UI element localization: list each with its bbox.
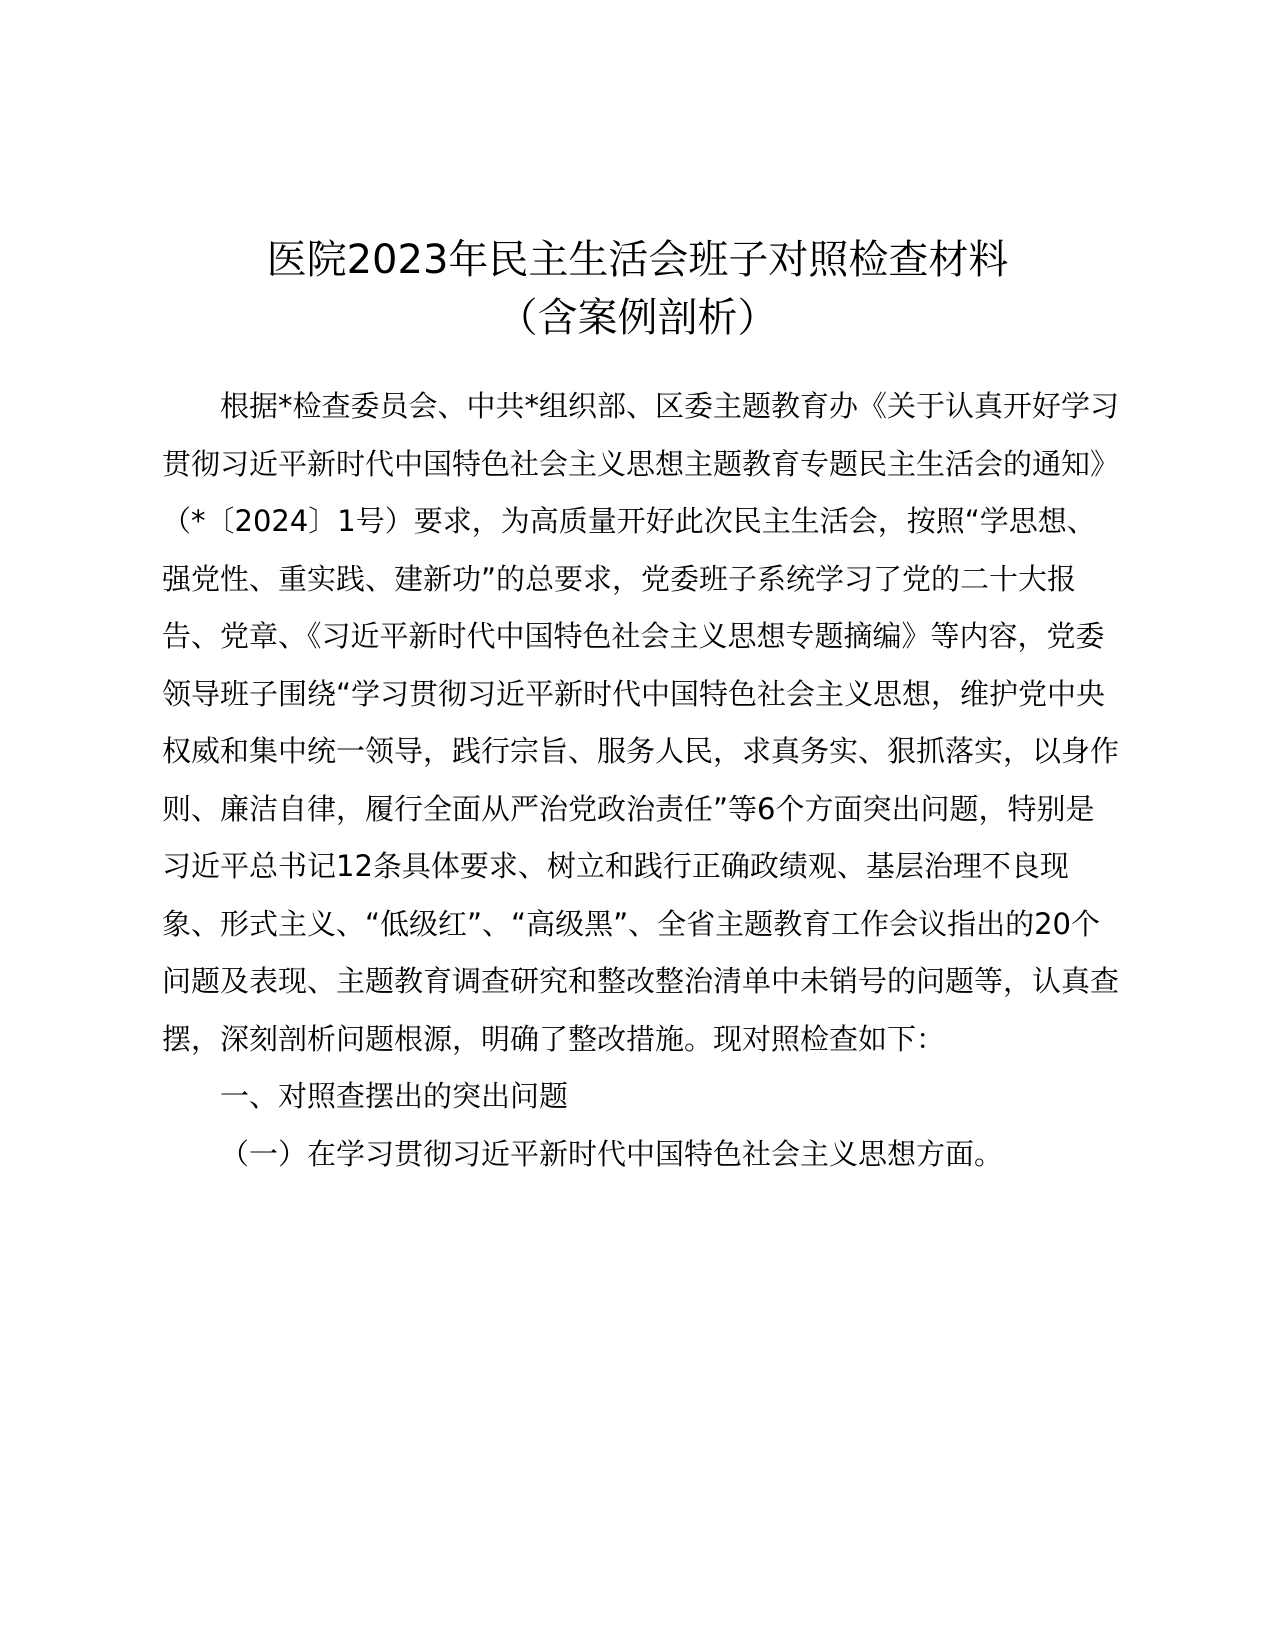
document-subtitle: （含案例剖析） xyxy=(497,295,778,341)
intro-paragraph: 根据*检查委员会、中共*组织部、区委主题教育办《关于认真开好学习贯彻习近平新时代中国特色社会主义思想主题教育专题民主生活会的通知》（*〔2024〕1号）要求，为高质量开好此次民主生活会，按照“学思想、强党性、重实践、建新功”的总要求，党委班子系统学习了党的二十大报告、党章、《习近平新时代中国特色社会主义思想专题摘编》等内容，党委领导班子围绕“学习贯彻习近平新时代中国特色社会主义思想，维护党中央权威和集中统一领导，践行宗旨、服务人民，求真务实、狠抓落实，以身作则、廉洁自律，履行全面从严治党政治责任”等6个方面突出问题，特别是习近平总书记12条具体要求、树立和践行正确政绩观、基层治理不良现象、形式主义、“低级红”、“高级黑”、全省主题教育工作会议指出的20个问题及表现、主题教育调查研究和整改整治清单中未销号的问题等，认真查摆，深刻剖析问题根源，明确了整改措施。现对照检查如下： xyxy=(162,389,1120,1056)
subsection-heading: （一）在学习贯彻习近平新时代中国特色社会主义思想方面。 xyxy=(220,1136,1004,1171)
document-title: 医院2023年民主生活会班子对照检查材料 xyxy=(266,237,1009,283)
section-heading: 一、对照查摆出的突出问题 xyxy=(220,1079,569,1113)
document-body xyxy=(162,378,1122,1183)
